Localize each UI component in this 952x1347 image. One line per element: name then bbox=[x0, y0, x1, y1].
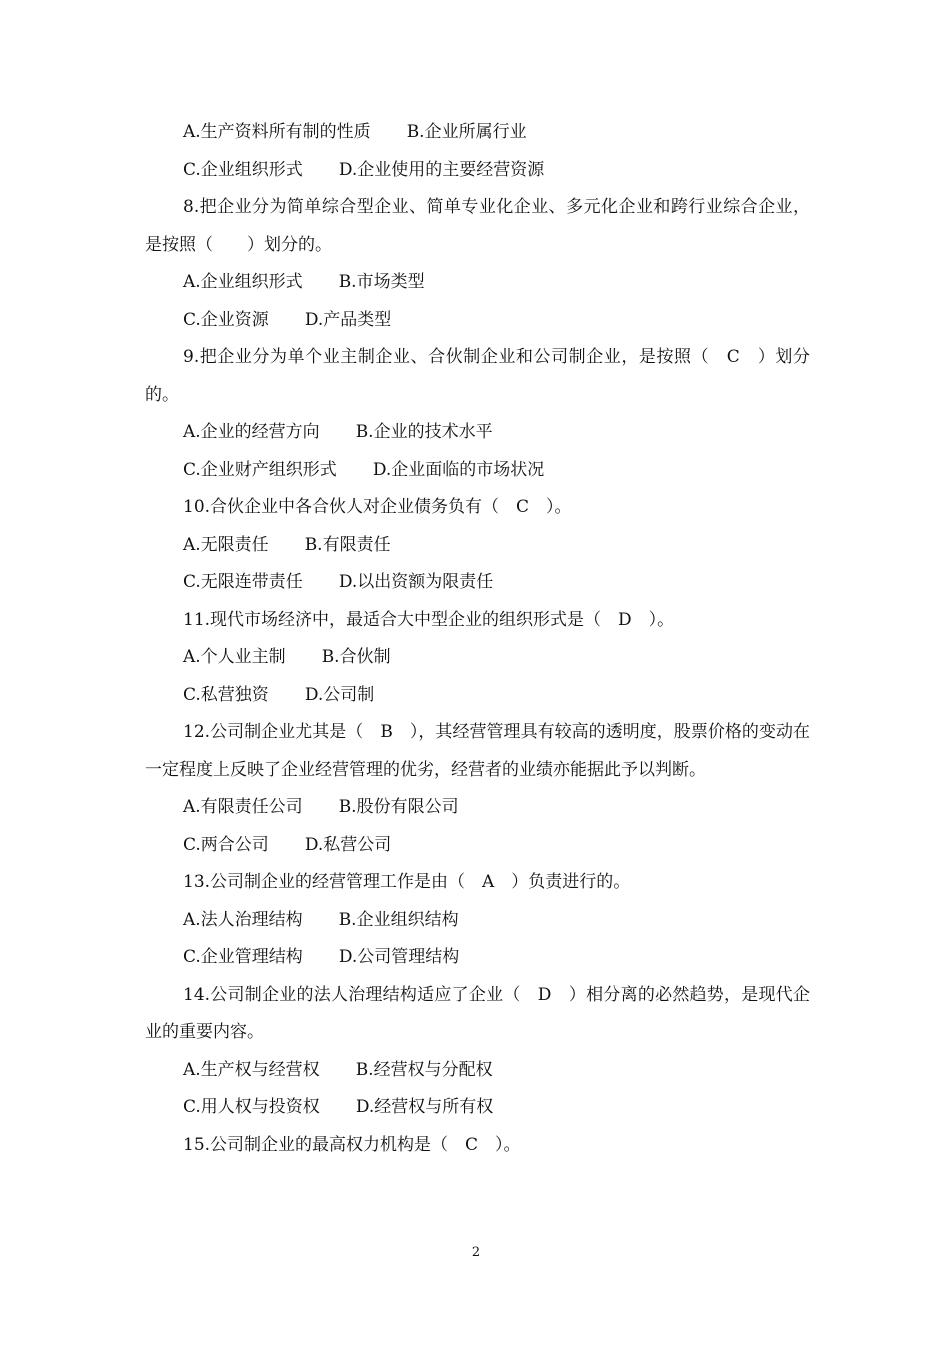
option-line bbox=[145, 1089, 810, 1127]
option-a: A.法人治理结构 bbox=[183, 909, 303, 930]
option-a: C.无限连带责任 bbox=[183, 572, 303, 592]
option-a: A.企业的经营方向 bbox=[183, 422, 320, 442]
question-text: 12.公司制企业尤其是（ B ），其经营管理具有较高的透明度，股票价格的变动在一定程度上反映了企业经营管理的优劣，经营者的业绩亦能据此予以判断。 bbox=[145, 722, 810, 780]
question-text: 10.合伙企业中各合伙人对企业债务负有（ C ）。 bbox=[183, 497, 572, 517]
option-line bbox=[145, 902, 810, 940]
option-b: D.公司制 bbox=[304, 684, 375, 705]
question-text: 15.公司制企业的最高权力机构是（ C ）。 bbox=[183, 1134, 521, 1155]
question-text: 9.把企业分为单个业主制企业、合伙制企业和公司制企业，是按照（ C ）划分的。 bbox=[145, 347, 810, 405]
option-line bbox=[145, 789, 810, 827]
option-line bbox=[145, 639, 810, 677]
document-body bbox=[145, 114, 810, 1164]
option-b: D.企业使用的主要经营资源 bbox=[338, 159, 545, 180]
option-line bbox=[145, 827, 810, 865]
option-b: B.企业所属行业 bbox=[406, 122, 527, 142]
option-a: C.私营独资 bbox=[183, 684, 269, 705]
option-b: B.企业的技术水平 bbox=[355, 422, 493, 442]
option-b: D.私营公司 bbox=[304, 834, 392, 855]
option-line bbox=[145, 302, 810, 340]
option-b: B.经营权与分配权 bbox=[355, 1059, 493, 1080]
option-b: D.经营权与所有权 bbox=[355, 1097, 494, 1117]
option-line bbox=[145, 452, 810, 490]
option-a: A.无限责任 bbox=[183, 534, 269, 555]
option-line bbox=[145, 527, 810, 565]
option-line bbox=[145, 152, 810, 190]
option-b: B.企业组织结构 bbox=[338, 909, 459, 930]
option-a: A.生产权与经营权 bbox=[183, 1059, 320, 1080]
option-a: C.企业资源 bbox=[183, 309, 269, 330]
option-a: C.两合公司 bbox=[183, 834, 269, 855]
option-line bbox=[145, 1052, 810, 1090]
option-a: A.有限责任公司 bbox=[183, 797, 303, 817]
page-number: 2 bbox=[471, 1245, 481, 1260]
option-line bbox=[145, 114, 810, 152]
option-a: C.企业组织形式 bbox=[183, 159, 303, 180]
option-a: A.个人业主制 bbox=[183, 647, 286, 667]
option-a: C.企业财产组织形式 bbox=[183, 459, 337, 480]
option-a: C.用人权与投资权 bbox=[183, 1097, 320, 1117]
option-b: B.市场类型 bbox=[338, 272, 425, 292]
option-a: C.企业管理结构 bbox=[183, 947, 303, 967]
option-a: A.企业组织形式 bbox=[183, 272, 303, 292]
question-text: 8.把企业分为简单综合型企业、简单专业化企业、多元化企业和跨行业综合企业，是按照（ ）划分的。 bbox=[145, 197, 810, 255]
option-line bbox=[145, 677, 810, 715]
option-line bbox=[145, 414, 810, 452]
option-b: D.企业面临的市场状况 bbox=[372, 459, 545, 480]
option-line bbox=[145, 939, 810, 977]
option-b: B.有限责任 bbox=[304, 534, 391, 555]
question-text: 13.公司制企业的经营管理工作是由（ A ）负责进行的。 bbox=[183, 872, 631, 892]
option-b: B.合伙制 bbox=[321, 647, 391, 667]
option-line bbox=[145, 264, 810, 302]
option-a: A.生产资料所有制的性质 bbox=[183, 122, 371, 142]
option-b: D.公司管理结构 bbox=[338, 947, 460, 967]
option-b: B.股份有限公司 bbox=[338, 797, 459, 817]
question-text: 11.现代市场经济中，最适合大中型企业的组织形式是（ D ）。 bbox=[183, 609, 675, 630]
question-text: 14.公司制企业的法人治理结构适应了企业（ D ）相分离的必然趋势，是现代企业的重要内容。 bbox=[145, 984, 810, 1042]
option-line bbox=[145, 564, 810, 602]
option-b: D.产品类型 bbox=[304, 309, 392, 330]
option-b: D.以出资额为限责任 bbox=[338, 572, 494, 592]
